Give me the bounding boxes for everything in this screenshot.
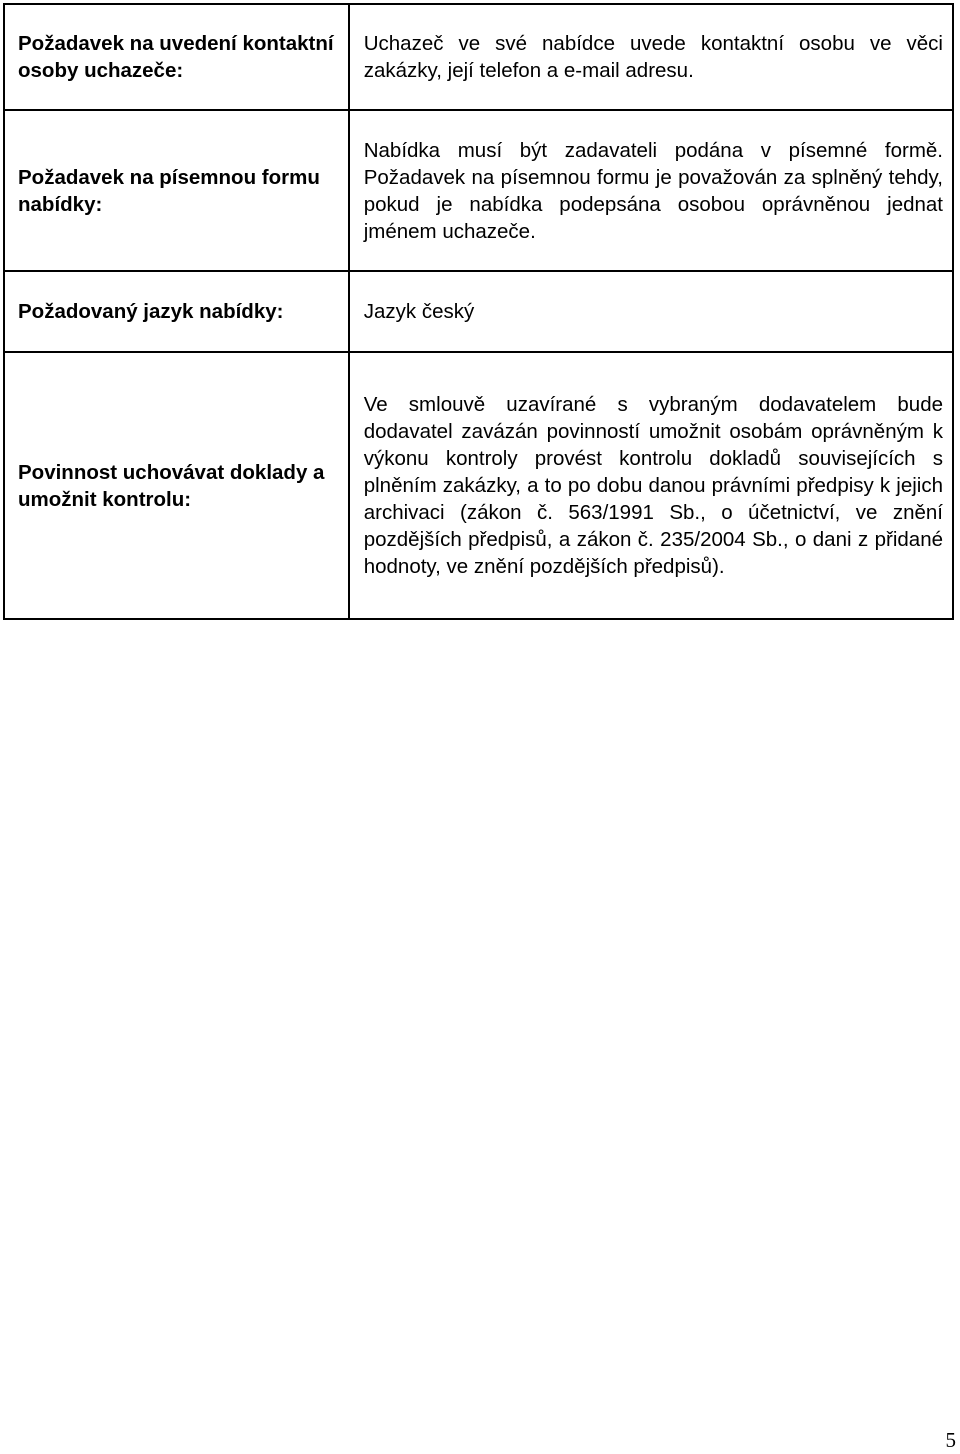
row-label-cell xyxy=(4,271,349,352)
requirements-table xyxy=(3,3,954,620)
table-row-contact-person xyxy=(4,4,953,110)
row-label: Požadavek na písemnou formu nabídky: xyxy=(18,165,320,216)
row-value: Jazyk český xyxy=(363,300,475,323)
table-row-language xyxy=(4,271,953,352)
row-value-cell xyxy=(349,352,953,619)
row-value: Ve smlouvě uzavírané s vybraným dodavatelem bude dodavatel zavázán povinností umožnit osobám oprávněným k výkonu kontroly provést kontrolu dokladů souvisejících s plněním zakázky, a to po dobu danou právními předpisy k jejich archivaci (zákon č. 563/1991 Sb., o účetnictví, ve znění pozdějších předpisů, a zákon č. 235/2004 Sb., o dani z přidané hodnoty, ve znění pozdějších předpisů). xyxy=(363,393,943,578)
row-label: Požadavek na uvedení kontaktní osoby uchazeče: xyxy=(18,32,334,82)
row-label: Požadovaný jazyk nabídky: xyxy=(18,300,284,323)
row-label-cell xyxy=(4,4,349,110)
table-row-document-retention xyxy=(4,352,953,619)
row-label-cell xyxy=(4,110,349,271)
row-value-cell xyxy=(349,271,953,352)
row-value-cell xyxy=(349,4,953,110)
table-row-written-form xyxy=(4,110,953,271)
page-number: 5 xyxy=(945,1428,956,1452)
row-label: Povinnost uchovávat doklady a umožnit kontrolu: xyxy=(18,460,325,511)
row-value: Uchazeč ve své nabídce uvede kontaktní osobu ve věci zakázky, její telefon a e-mail adresu. xyxy=(363,32,943,82)
row-value: Nabídka musí být zadavateli podána v písemné formě. Požadavek na písemnou formu je považován za splněný tehdy, pokud je nabídka podepsána osobou oprávněnou jednat jménem uchazeče. xyxy=(363,138,943,243)
row-label-cell xyxy=(4,352,349,619)
row-value-cell xyxy=(349,110,953,271)
